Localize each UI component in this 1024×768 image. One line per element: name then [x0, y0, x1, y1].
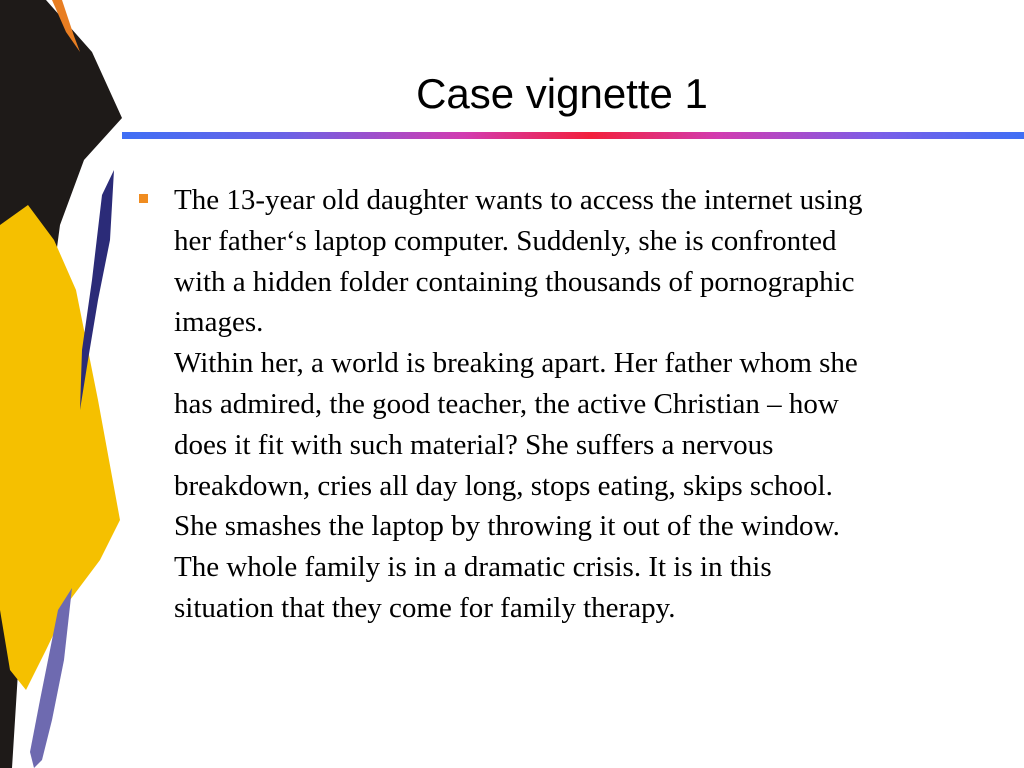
decorative-side-shapes — [0, 0, 140, 768]
text-line: does it fit with such material? She suffers a nervous — [174, 428, 774, 461]
text-line: She smashes the laptop by throwing it out of the window. — [174, 510, 840, 543]
text-line: her father‘s laptop computer. Suddenly, she is confronted — [174, 224, 837, 257]
text-line: with a hidden folder containing thousands of pornographic — [174, 265, 855, 298]
bullet-text — [174, 180, 996, 629]
slide-body — [136, 180, 996, 629]
square-bullet-icon — [139, 194, 148, 203]
text-line: situation that they come for family therapy. — [174, 591, 676, 624]
slide-title: Case vignette 1 — [416, 70, 708, 117]
text-line: The 13-year old daughter wants to access the internet using — [174, 184, 863, 216]
text-line: images. — [174, 306, 264, 339]
text-line: breakdown, cries all day long, stops eating, skips school. — [174, 469, 833, 502]
text-line: Within her, a world is breaking apart. Her father whom she — [174, 347, 858, 380]
purple-deco-stripe — [80, 170, 114, 410]
title-underline-gradient — [122, 132, 1024, 139]
bullet-item — [136, 180, 996, 629]
text-line: has admired, the good teacher, the active Christian – how — [174, 387, 839, 420]
text-line: The whole family is in a dramatic crisis. It is in this — [174, 551, 772, 584]
